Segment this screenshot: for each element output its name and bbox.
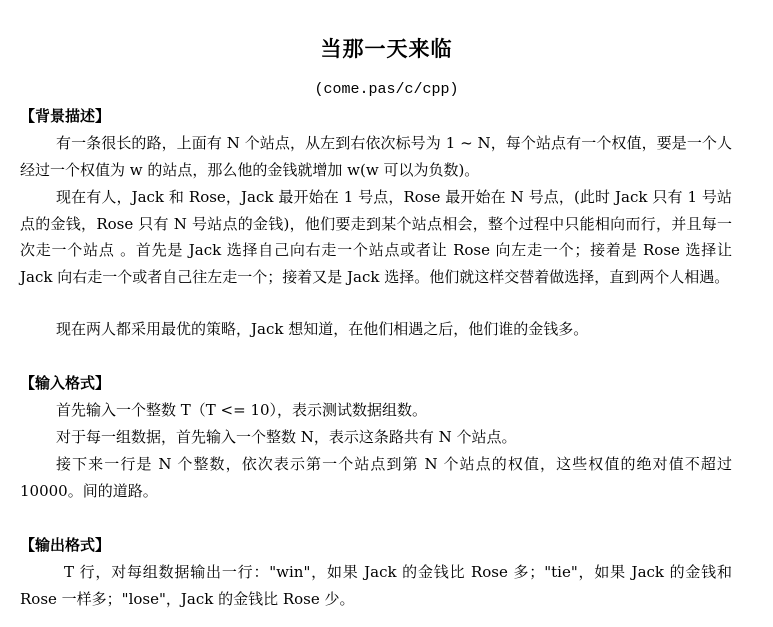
background-paragraph: 现在有人，Jack 和 Rose，Jack 最开始在 1 号点，Rose 最开始在 N 号点，(此时 Jack 只有 1 号站点的金钱，Rose 只有 N 号站点的金钱)，他们要走到某个站点相会，整个过程中只能相向而行，并且每一次走一个站点 。首先是 Jack 选择自己向右走一个站点或者让 Rose 向左走一个；接着是 Rose 选择让 Jack 向右走一个或者自己往左走一个；接着又是 Jack 选择。他们就这样交替着做选择，直到两个人相遇。 xyxy=(20,188,732,286)
background-paragraph: 现在两人都采用最优的策略，Jack 想知道，在他们相遇之后，他们谁的金钱多。 xyxy=(56,320,589,338)
section-heading-output: 【输出格式】 xyxy=(20,536,111,554)
file-name-subtitle: (come.pas/c/cpp) xyxy=(314,81,459,98)
input-paragraph: 接下来一行是 N 个整数，依次表示第一个站点到第 N 个站点的权值，这些权值的绝对值不超过 10000。间的道路。 xyxy=(20,455,732,500)
section-heading-input: 【输入格式】 xyxy=(20,374,111,392)
background-paragraph: 有一条很长的路，上面有 N 个站点，从左到右依次标号为 1 ~ N，每个站点有一个权值，要是一个人经过一个权值为 w 的站点，那么他的金钱就增加 w(w 可以为负数)。 xyxy=(20,134,732,179)
input-paragraph: 首先输入一个整数 T（T <= 10），表示测试数据组数。 xyxy=(56,401,428,419)
section-heading-background: 【背景描述】 xyxy=(20,107,111,125)
input-paragraph: 对于每一组数据，首先输入一个整数 N，表示这条路共有 N 个站点。 xyxy=(56,428,517,446)
output-paragraph: T 行，对每组数据输出一行："win"，如果 Jack 的金钱比 Rose 多；"tie"，如果 Jack 的金钱和 Rose 一样多；"lose"，Jack 的金钱比 Rose 少。 xyxy=(20,563,732,608)
page-title: 当那一天来临 xyxy=(320,37,453,61)
